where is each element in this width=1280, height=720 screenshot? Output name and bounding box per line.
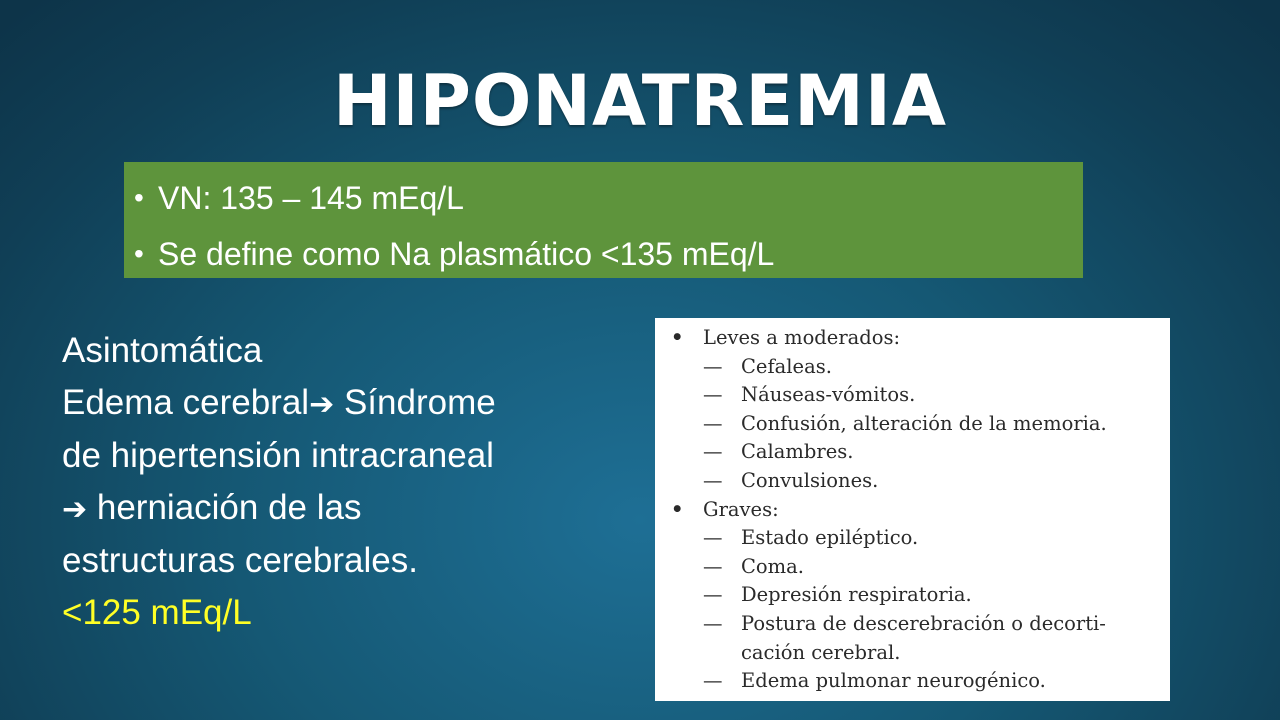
symptom-item: — Edema pulmonar neurogénico.	[665, 667, 1160, 696]
dash-icon: —	[703, 411, 723, 435]
dash-icon: —	[703, 526, 723, 550]
hypertension-line: de hipertensión intracraneal	[62, 436, 494, 475]
dash-icon: —	[703, 669, 723, 693]
bullet-icon: •	[671, 326, 684, 349]
clinical-description	[62, 325, 582, 638]
symptom-item: — Convulsiones.	[665, 467, 1160, 496]
symptom-item: — Depresión respiratoria.	[665, 581, 1160, 610]
symptom-item: — Coma.	[665, 553, 1160, 582]
symptom-group-header: • Graves:	[665, 496, 1160, 525]
definition-item	[132, 170, 1083, 226]
dash-icon: —	[703, 468, 723, 492]
bullet-icon: •	[134, 238, 144, 269]
symptom-item: — Postura de descerebración o decorti-	[665, 610, 1160, 639]
dash-icon: —	[703, 554, 723, 578]
definition-text: VN: 135 – 145 mEq/L	[158, 180, 464, 216]
definition-text: Se define como Na plasmático <135 mEq/L	[158, 236, 775, 272]
asymptomatic-text: Asintomática	[62, 331, 263, 370]
symptom-item: — Náuseas-vómitos.	[665, 381, 1160, 410]
dash-icon: —	[703, 354, 723, 378]
dash-icon: —	[703, 440, 723, 464]
herniation-line: ➔ herniación de las	[62, 487, 362, 527]
symptom-item-continuation: cación cerebral.	[741, 640, 901, 664]
definition-item	[132, 226, 1083, 282]
right-arrow-icon: ➔	[309, 386, 335, 422]
bullet-icon: •	[134, 182, 144, 213]
edema-line: Edema cerebral➔ Síndrome	[62, 382, 496, 422]
slide-title: HIPONATREMIA	[332, 60, 948, 142]
right-arrow-icon: ➔	[62, 491, 88, 527]
symptom-item: — Calambres.	[665, 438, 1160, 467]
symptom-item: — Cefaleas.	[665, 353, 1160, 382]
definition-box	[124, 162, 1083, 278]
symptom-item: — Estado epiléptico.	[665, 524, 1160, 553]
dash-icon: —	[703, 611, 723, 635]
symptom-item: — Confusión, alteración de la memoria.	[665, 410, 1160, 439]
dash-icon: —	[703, 583, 723, 607]
bullet-icon: •	[671, 497, 684, 521]
structures-line: estructuras cerebrales.	[62, 541, 418, 580]
symptom-group-header: • Leves a moderados:	[665, 324, 1160, 353]
symptoms-panel	[655, 318, 1170, 701]
dash-icon: —	[703, 383, 723, 407]
threshold-value: <125 mEq/L	[62, 592, 252, 632]
